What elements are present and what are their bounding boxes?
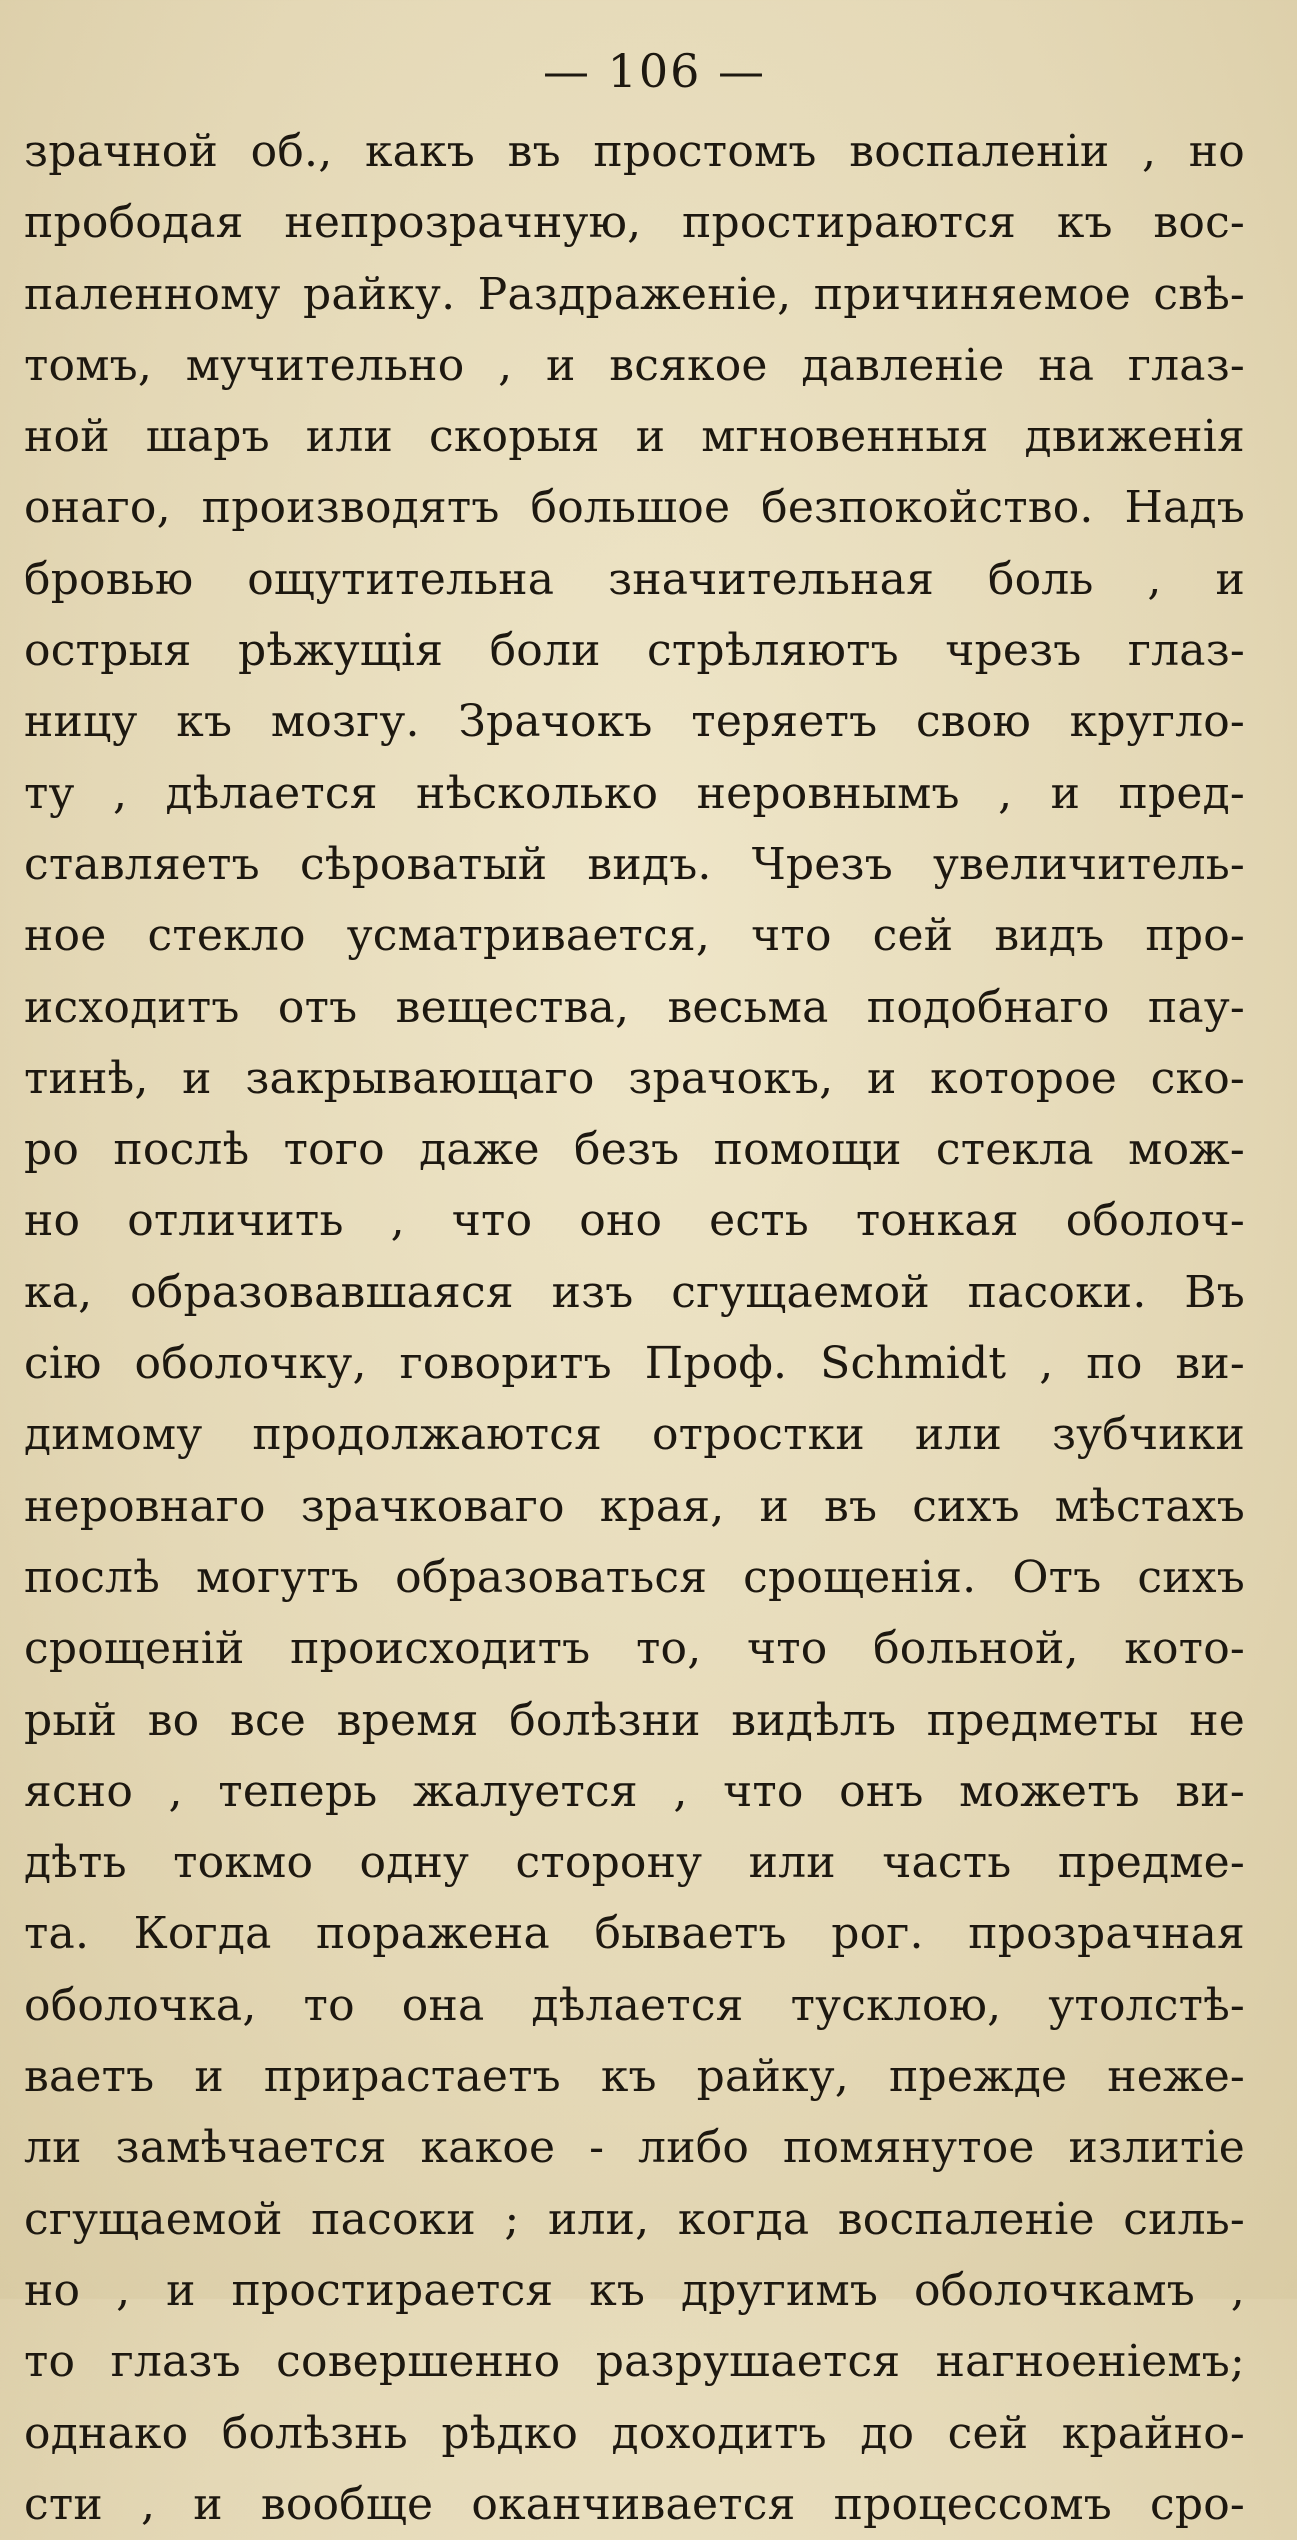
text-line: острыя рѣжущія боли стрѣляютъ чрезъ глаз- xyxy=(24,625,1245,677)
text-line: сію оболочку, говоритъ Проф. Schmidt , по ви- xyxy=(24,1338,1245,1390)
text-line: зрачной об., какъ въ простомъ воспаленіи , но xyxy=(24,126,1245,177)
text-line: но отличить , что оно есть тонкая оболоч- xyxy=(24,1195,1245,1247)
text-line: прободая непрозрачную, простираются къ вос- xyxy=(24,197,1245,249)
text-line: ваетъ и прирастаетъ къ райку, прежде неже- xyxy=(24,2051,1245,2103)
text-line: онаго, производятъ большое безпокойство. Надъ xyxy=(24,482,1245,534)
text-line: сгущаемой пасоки ; или, когда воспаленіе силь- xyxy=(24,2193,1245,2245)
page-number: — 106 — xyxy=(542,44,767,98)
text-line: исходитъ отъ вещества, весьма подобнаго пау- xyxy=(24,981,1245,1033)
text-line: та. Когда поражена бываетъ рог. прозрачная xyxy=(24,1908,1245,1960)
text-line: однако болѣзнь рѣдко доходитъ до сей крайно- xyxy=(24,2407,1245,2459)
text-line: томъ, мучительно , и всякое давленіе на глаз- xyxy=(24,339,1245,391)
text-line: оболочка, то она дѣлается тусклою, утолстѣ- xyxy=(24,1979,1245,2031)
text-line: бровью ощутительна значительная боль , и xyxy=(24,553,1245,605)
text-line: ставляетъ сѣроватый видъ. Чрезъ увеличитель- xyxy=(24,838,1245,890)
text-line: паленному райку. Раздраженіе, причиняемое свѣ- xyxy=(24,268,1245,320)
text-line: но , и простирается къ другимъ оболочкамъ , xyxy=(24,2264,1245,2316)
text-line: ясно , теперь жалуется , что онъ можетъ ви- xyxy=(24,1765,1245,1817)
body-text xyxy=(24,116,1245,2540)
text-line: неровнаго зрачковаго края, и въ сихъ мѣстахъ xyxy=(24,1480,1245,1532)
text-line: ное стекло усматривается, что сей видъ про- xyxy=(24,910,1245,962)
text-line: тинѣ, и закрывающаго зрачокъ, и которое ско- xyxy=(24,1052,1245,1104)
text-line: ка, образовавшаяся изъ сгущаемой пасоки. Въ xyxy=(24,1266,1245,1318)
text-line: ницу къ мозгу. Зрачокъ теряетъ свою кругло- xyxy=(24,696,1245,748)
text-line: ту , дѣлается нѣсколько неровнымъ , и пред- xyxy=(24,767,1245,819)
text-line: сти , и вообще оканчивается процессомъ сро- xyxy=(24,2478,1245,2530)
text-line: ли замѣчается какое - либо помянутое излитіе xyxy=(24,2122,1245,2174)
text-line: ро послѣ того даже безъ помощи стекла мож- xyxy=(24,1124,1245,1176)
text-line: послѣ могутъ образоваться срощенія. Отъ сихъ xyxy=(24,1551,1245,1603)
text-line: дѣть токмо одну сторону или часть предме- xyxy=(24,1837,1245,1889)
text-line: срощеній происходитъ то, что больной, кото- xyxy=(24,1623,1245,1675)
text-line: димому продолжаются отростки или зубчики xyxy=(24,1409,1245,1461)
text-line: рый во все время болѣзни видѣлъ предметы не xyxy=(24,1694,1245,1746)
text-line: то глазъ совершенно разрушается нагноеніемъ; xyxy=(24,2336,1245,2388)
text-line: ной шаръ или скорыя и мгновенныя движенія xyxy=(24,411,1245,463)
